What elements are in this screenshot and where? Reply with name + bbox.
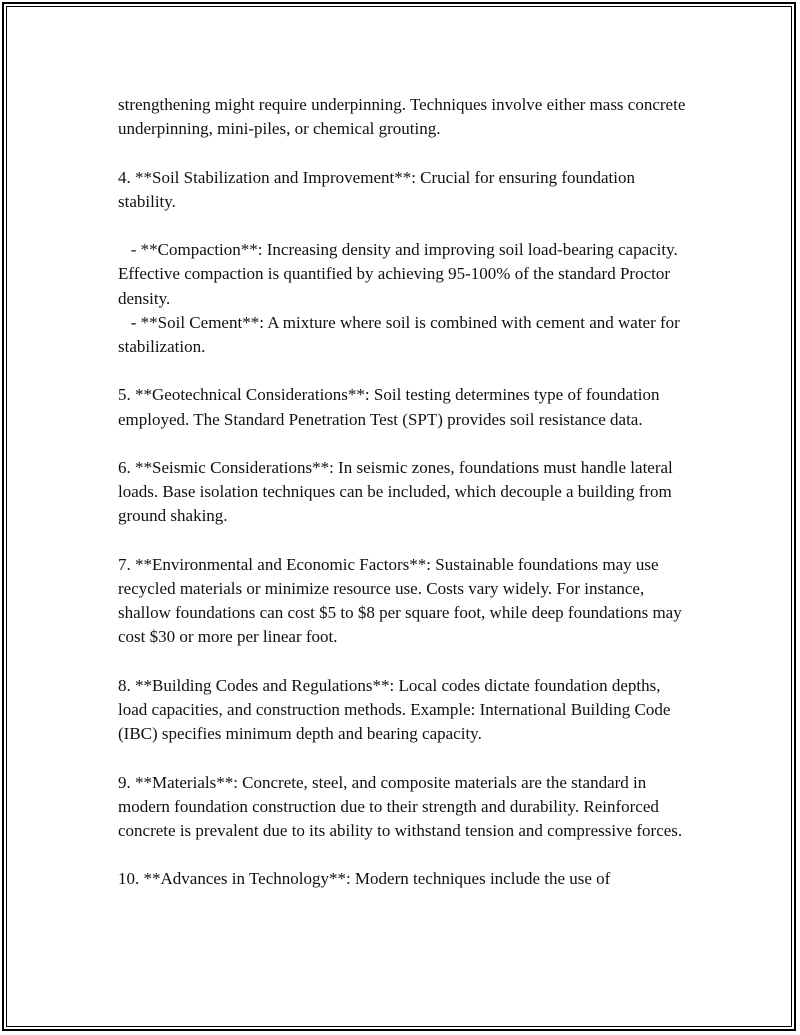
paragraph-soil-stabilization: 4. **Soil Stabilization and Improvement**: Crucial for ensuring foundation stability. [118,167,640,211]
paragraph-compaction: - **Compaction**: Increasing density and improving soil load-bearing capacity. Effective compaction is quantified by achieving 95-100% of the standard Proctor density. [118,240,683,308]
paragraph-seismic: 6. **Seismic Considerations**: In seismic zones, foundations must handle lateral loads. Base isolation techniques can be included, which decouple a building from ground shaking. [118,457,678,526]
paragraph-materials: 9. **Materials**: Concrete, steel, and composite materials are the standard in modern foundation construction due to their strength and durability. Reinforced concrete is prevalent due to its ability to withstand tension and compressive forces. [118,772,683,840]
paragraph-soil-cement: - **Soil Cement**: A mixture where soil is combined with cement and water for stabilization. [118,312,685,356]
paragraph-underpinning-continuation: strengthening might require underpinning. Techniques involve either mass concrete underpinning, mini-piles, or chemical grouting. [118,95,690,139]
paragraph-building-codes: 8. **Building Codes and Regulations**: Local codes dictate foundation depths, load capacities, and construction methods. Example: International Building Code (IBC) specifies minimum depth and bearing capacity. [118,675,675,744]
paragraph-advances-technology: 10. **Advances in Technology**: Modern techniques include the use of [118,869,611,889]
paragraph-environmental-economic: 7. **Environmental and Economic Factors**: Sustainable foundations may use recycled materials or minimize resource use. Costs vary widely. For instance, shallow foundations can cost $5 to $8 per square foot, while deep foundations may cost $30 or more per linear foot. [118,554,686,647]
paragraph-geotechnical: 5. **Geotechnical Considerations**: Soil testing determines type of foundation employed. The Standard Penetration Test (SPT) provides soil resistance data. [118,385,664,429]
document-body [118,93,688,916]
